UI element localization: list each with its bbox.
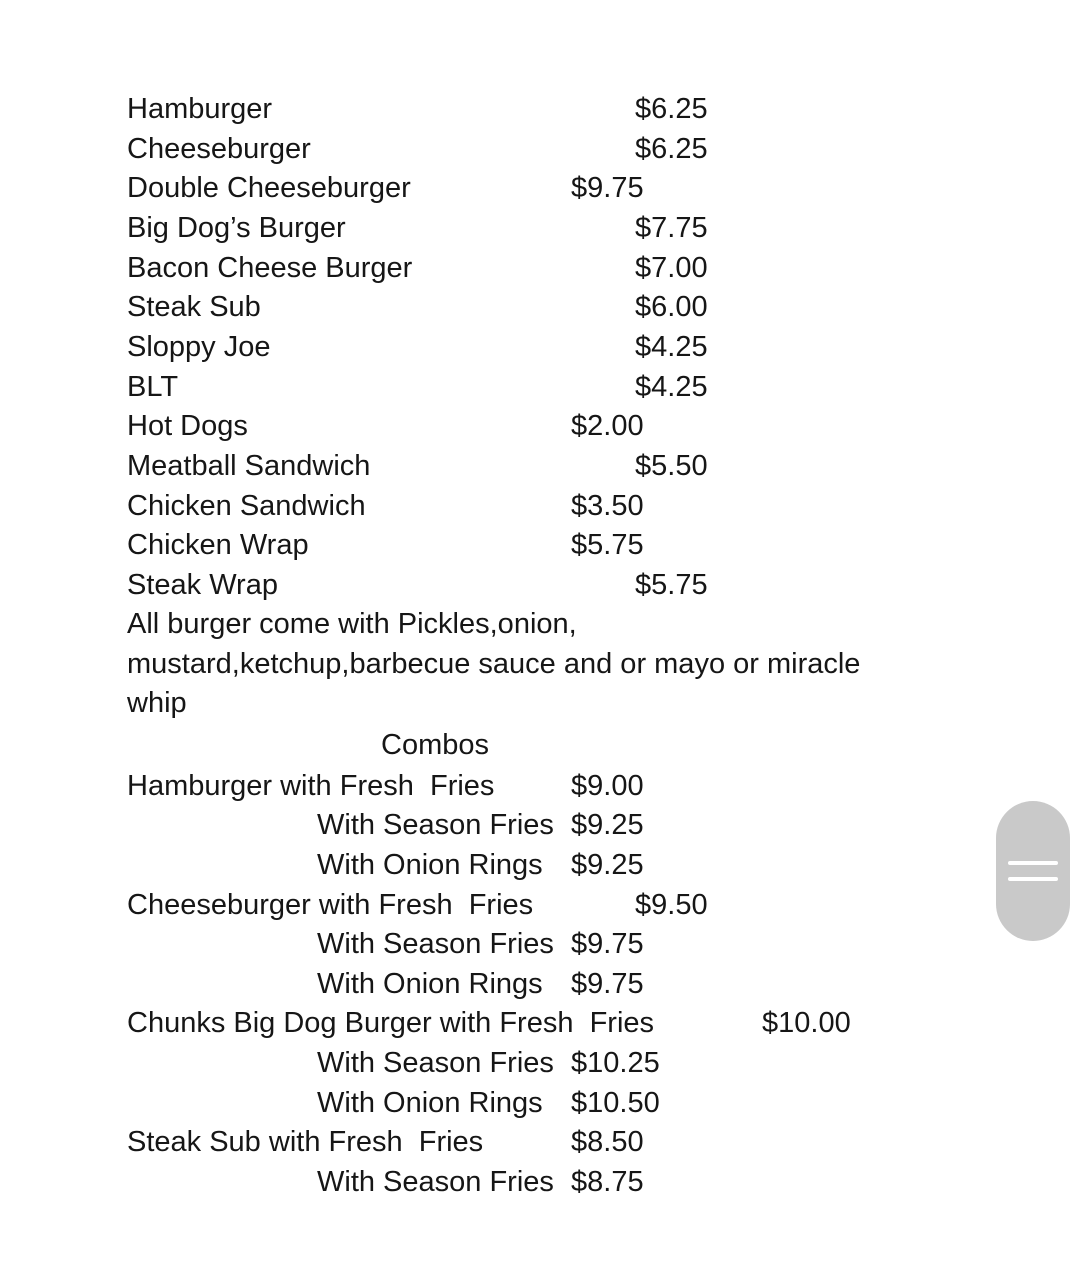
menu-item-name: Big Dog’s Burger — [127, 212, 346, 244]
combo-price: $10.25 — [571, 1047, 660, 1079]
menu-item-name: BLT — [127, 371, 179, 403]
combo-price: $9.25 — [571, 849, 644, 881]
combo-name: Hamburger with Fresh Fries — [127, 770, 495, 802]
combo-name: Cheeseburger with Fresh Fries — [127, 889, 534, 921]
menu-item-price: $7.75 — [635, 212, 708, 244]
menu-item-price: $7.00 — [635, 252, 708, 284]
combo-price: $8.75 — [571, 1166, 644, 1198]
combo-option-name: With Season Fries — [317, 1166, 554, 1198]
combo-option-name: With Season Fries — [317, 928, 554, 960]
menu-item-name: Bacon Cheese Burger — [127, 252, 413, 284]
combo-price: $9.25 — [571, 809, 644, 841]
menu-item-price: $5.50 — [635, 450, 708, 482]
menu-item-price: $9.75 — [571, 172, 644, 204]
menu-item-name: Cheeseburger — [127, 133, 311, 165]
menu-item-price: $6.25 — [635, 93, 708, 125]
menu-item-name: Sloppy Joe — [127, 331, 271, 363]
menu-item-name: Meatball Sandwich — [127, 450, 371, 482]
combo-price: $9.75 — [571, 928, 644, 960]
combos-heading: Combos — [381, 729, 489, 761]
combo-price: $9.00 — [571, 770, 644, 802]
menu-item-name: Steak Sub — [127, 291, 261, 323]
menu-item-price: $5.75 — [571, 529, 644, 561]
menu-item-name: Steak Wrap — [127, 569, 278, 601]
menu-item-price: $5.75 — [635, 569, 708, 601]
combo-option-name: With Onion Rings — [317, 968, 543, 1000]
menu-item-price: $4.25 — [635, 371, 708, 403]
menu-item-price: $6.00 — [635, 291, 708, 323]
menu-item-name: Chicken Sandwich — [127, 490, 366, 522]
burger-note: All burger come with Pickles,onion, mustard,ketchup,barbecue sauce and or mayo or miracle whip — [127, 608, 861, 719]
combo-option-name: With Season Fries — [317, 809, 554, 841]
menu-item-name: Double Cheeseburger — [127, 172, 411, 204]
combo-option-name: With Season Fries — [317, 1047, 554, 1079]
menu-item-name: Chicken Wrap — [127, 529, 309, 561]
menu-item-price: $4.25 — [635, 331, 708, 363]
scroll-handle[interactable] — [996, 801, 1070, 941]
combo-name: Steak Sub with Fresh Fries — [127, 1126, 484, 1158]
combo-name: Chunks Big Dog Burger with Fresh Fries — [127, 1007, 655, 1039]
menu-item-price: $6.25 — [635, 133, 708, 165]
menu-item-name: Hamburger — [127, 93, 273, 125]
menu-item-price: $2.00 — [571, 410, 644, 442]
combo-price: $8.50 — [571, 1126, 644, 1158]
combo-price: $10.50 — [571, 1087, 660, 1119]
combo-price: $9.50 — [635, 889, 708, 921]
combo-option-name: With Onion Rings — [317, 849, 543, 881]
combo-price: $10.00 — [762, 1007, 851, 1039]
combo-price: $9.75 — [571, 968, 644, 1000]
menu-item-name: Hot Dogs — [127, 410, 248, 442]
combo-option-name: With Onion Rings — [317, 1087, 543, 1119]
menu-item-price: $3.50 — [571, 490, 644, 522]
